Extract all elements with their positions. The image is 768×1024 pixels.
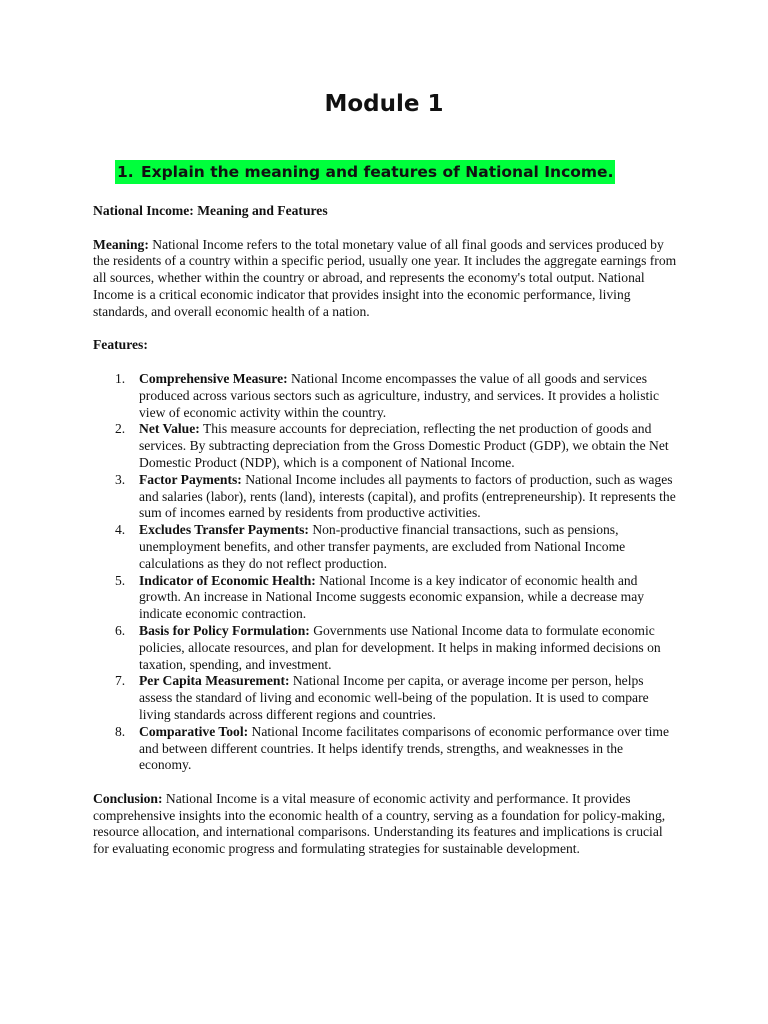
feature-label: Comparative Tool:	[139, 723, 249, 739]
feature-text: National Income encompasses the value of all goods and services produced across various sectors such as agriculture, industry, and services. It provides a holistic view of economic activity within the country.	[139, 370, 660, 420]
feature-label: Basis for Policy Formulation:	[139, 622, 310, 638]
conclusion-paragraph	[93, 791, 677, 858]
question-number: 1.	[117, 163, 134, 181]
feature-label: Excludes Transfer Payments:	[139, 522, 309, 538]
feature-item	[93, 421, 677, 471]
feature-item	[93, 472, 677, 522]
feature-item	[93, 573, 677, 623]
meaning-text: National Income refers to the total monetary value of all final goods and services produced by the residents of a country within a specific period, usually one year. It includes the aggregate earnings from all sources, whether within the country or abroad, and represents the economy's total output. National Income is a critical economic indicator that provides insight into the economic performance, living standards, and overall economic health of a nation.	[93, 236, 677, 319]
feature-text: National Income includes all payments to factors of production, such as wages and salaries (labor), rents (land), interests (capital), and profits (entrepreneurship). It represents the sum of incomes earned by residents from productive activities.	[139, 471, 676, 521]
feature-number: 6.	[115, 622, 126, 638]
feature-label: Factor Payments:	[139, 471, 242, 487]
question-heading	[115, 160, 615, 184]
features-heading	[93, 337, 677, 354]
page-title: Module 1	[324, 91, 444, 117]
feature-label: Indicator of Economic Health:	[139, 572, 316, 588]
question-text: Explain the meaning and features of National Income.	[141, 163, 614, 181]
feature-number: 4.	[115, 522, 126, 538]
feature-item	[93, 673, 677, 723]
feature-number: 8.	[115, 723, 126, 739]
section-heading-text: National Income: Meaning and Features	[93, 203, 328, 218]
meaning-label: Meaning:	[93, 236, 149, 252]
meaning-paragraph	[93, 237, 677, 321]
feature-text: National Income is a key indicator of economic health and growth. An increase in National Income suggests economic expansion, while a decrease may indicate economic contraction.	[139, 572, 645, 622]
feature-label: Per Capita Measurement:	[139, 673, 290, 689]
feature-label: Net Value:	[139, 421, 200, 437]
feature-text: Non-productive financial transactions, such as pensions, unemployment benefits, and other transfer payments, are excluded from National Income calculations as they do not reflect production.	[139, 522, 626, 571]
feature-label: Comprehensive Measure:	[139, 370, 288, 386]
feature-number: 3.	[115, 471, 126, 487]
feature-number: 1.	[115, 370, 126, 386]
feature-number: 7.	[115, 673, 126, 689]
feature-text: National Income per capita, or average income per person, helps assess the standard of living and economic well-being of the population. It is used to compare living standards across different regions and countries.	[139, 673, 649, 722]
feature-number: 5.	[115, 572, 126, 588]
feature-text: National Income facilitates comparisons of economic performance over time and between different countries. It helps identify trends, strengths, and weaknesses in the economy.	[139, 723, 670, 773]
feature-text: Governments use National Income data to formulate economic policies, allocate resources, and plan for development. It helps in making informed decisions on taxation, spending, and investment.	[139, 622, 661, 672]
features-heading-text: Features:	[93, 337, 148, 353]
feature-text: This measure accounts for depreciation, reflecting the net production of goods and services. By subtracting depreciation from the Gross Domestic Product (GDP), we obtain the Net Domestic Product (NDP), which is a component of National Income.	[139, 421, 669, 470]
feature-item	[93, 522, 677, 572]
section-heading	[93, 203, 677, 220]
feature-number: 2.	[115, 421, 126, 437]
conclusion-label: Conclusion:	[93, 790, 163, 806]
feature-item	[93, 623, 677, 673]
document-body	[93, 203, 677, 875]
features-list	[93, 371, 677, 774]
conclusion-text: National Income is a vital measure of economic activity and performance. It provides comprehensive insights into the economic health of a country, serving as a foundation for policy-making, resource allocation, and international comparisons. Understanding its features and implications is crucial for evaluating economic progress and formulating strategies for sustainable development.	[93, 790, 666, 857]
feature-item	[93, 371, 677, 421]
feature-item	[93, 724, 677, 774]
